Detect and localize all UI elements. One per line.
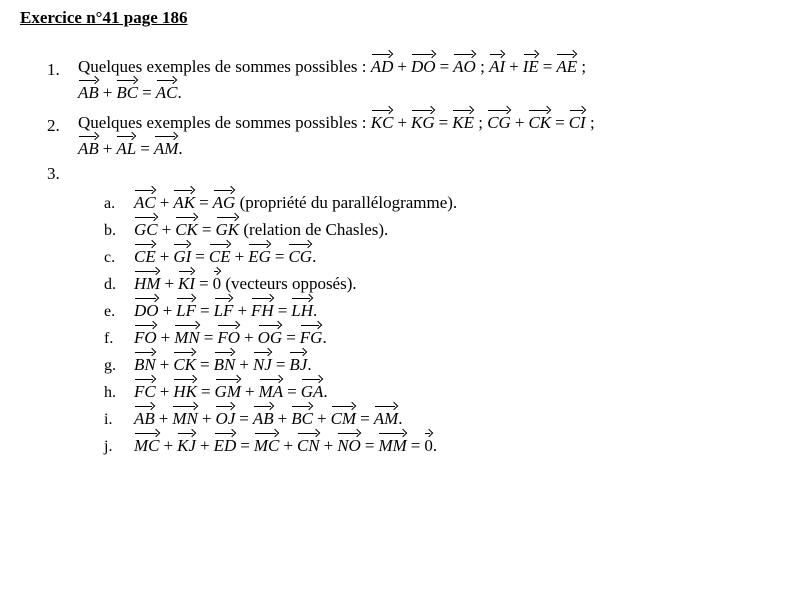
vector: KC [371,110,394,131]
vector: CE [134,244,156,265]
punctuation: ; [475,57,490,76]
item-line [78,110,595,133]
vector: CI [569,110,586,131]
operator: = [410,436,421,455]
sub-item-label: a. [104,195,116,212]
formula [134,436,437,455]
sub-item-label: h. [104,384,116,401]
vector: CG [487,110,511,131]
operator: + [239,355,249,374]
vector: KI [178,271,195,292]
vector: GC [134,217,158,238]
operator: = [200,355,210,374]
sub-item-label: i. [104,411,113,428]
operator: + [283,436,293,455]
formula [134,382,328,401]
operator: + [397,57,408,76]
punctuation: . [313,301,318,320]
operator: = [199,193,209,212]
operator: = [277,301,288,320]
vector: KJ [177,433,196,454]
punctuation: ; [577,57,587,76]
item-line [78,136,183,159]
vector: DO [134,298,159,319]
vector: AB [134,406,155,427]
vector: AK [173,190,195,211]
vector: GA [301,379,324,400]
punctuation: . [177,83,182,102]
vector: OG [258,325,283,346]
punctuation: . [432,436,438,455]
formula [134,274,221,293]
sub-item-line [134,190,457,213]
vector: GI [173,244,191,265]
operator: + [323,436,334,455]
vector: BN [134,352,156,373]
operator: = [199,274,209,293]
operator: + [514,113,525,132]
operator: + [159,382,170,401]
punctuation: . [178,139,183,158]
vector: CK [173,352,196,373]
operator: = [360,409,370,428]
vector: MA [259,379,284,400]
operator: + [317,409,327,428]
formula [134,193,235,212]
vector: IE [523,54,539,75]
operator: = [200,301,210,320]
vector: AB [78,80,99,101]
operator: = [239,409,249,428]
punctuation: . [307,355,312,374]
sub-item-label: e. [104,303,116,320]
sub-item-label: b. [104,222,116,239]
vector: MC [134,433,160,454]
operator: + [245,382,255,401]
sub-item-label: c. [104,249,116,266]
operator: + [397,113,408,132]
operator: + [201,409,212,428]
item-number: 1. [47,60,60,79]
formula [134,301,317,320]
operator: + [163,436,174,455]
operator: + [244,328,254,347]
sub-item-label: j. [104,438,113,455]
vector: ED [214,433,237,454]
operator: = [439,57,450,76]
vector: MM [378,433,406,454]
vector: CM [331,406,357,427]
operator: = [287,382,297,401]
punctuation: ; [585,113,595,132]
sub-item-line [134,406,402,429]
sub-item-line [134,244,316,267]
vector: AC [156,80,178,101]
vector: BJ [289,352,307,373]
vector: BC [291,406,313,427]
operator: = [200,382,211,401]
operator: + [237,301,248,320]
operator: = [542,57,553,76]
vector: CK [175,217,198,238]
vector: AO [453,54,476,75]
operator: + [277,409,288,428]
zero-vector: 0 [213,271,222,292]
operator: = [240,436,250,455]
operator: = [364,436,375,455]
vector: AM [374,406,399,427]
formula [371,113,595,132]
punctuation: ; [473,113,488,132]
vector: LH [291,298,313,319]
operator: = [286,328,296,347]
operator: + [102,139,113,158]
vector: NJ [253,352,272,373]
vector: KG [411,110,435,131]
vector: AI [489,54,505,75]
operator: = [274,247,285,266]
sub-item-line [134,217,388,240]
vector: MN [174,325,200,346]
sub-item-label: f. [104,330,114,347]
vector: AG [213,190,236,211]
vector: FO [217,325,240,346]
punctuation: . [312,247,317,266]
vector: FG [300,325,323,346]
operator: + [159,193,170,212]
operator: = [555,113,565,132]
sub-item-line [134,325,327,348]
vector: FC [134,379,156,400]
sub-item-line [134,271,357,294]
punctuation: . [322,328,327,347]
vector: BN [214,352,236,373]
vector: CG [288,244,312,265]
exercise-title: Exercice n°41 page 186 [20,8,188,27]
vector: AE [556,54,577,75]
vector: AC [134,190,156,211]
sub-item-line [134,433,437,456]
vector: KE [452,110,474,131]
vector: AB [253,406,274,427]
sub-item-line [134,298,317,321]
formula [134,247,316,266]
item-intro: Quelques exemples de sommes possibles : [78,113,367,132]
vector: EG [248,244,271,265]
item-number: 2. [47,116,60,135]
vector: FH [251,298,274,319]
operator: + [162,301,173,320]
operator: + [509,57,519,76]
operator: = [195,247,205,266]
operator: + [161,220,172,239]
item-line [78,80,182,103]
formula [78,83,182,102]
operator: + [164,274,175,293]
vector: MN [172,406,198,427]
vector: CK [528,110,551,131]
vector: FO [134,325,157,346]
operator: + [158,409,169,428]
vector: AM [154,136,179,157]
vector: AD [371,54,394,75]
operator: = [142,83,152,102]
formula [134,220,239,239]
item-intro: Quelques exemples de sommes possibles : [78,57,367,76]
formula [134,328,327,347]
operator: + [102,83,113,102]
formula [134,355,312,374]
vector: NO [337,433,361,454]
vector: OJ [215,406,235,427]
vector: AB [78,136,99,157]
vector: CN [297,433,320,454]
vector: CE [209,244,231,265]
operator: = [201,220,212,239]
item-number: 3. [47,164,60,183]
formula [78,139,183,158]
vector: GK [216,217,240,238]
vector: DO [411,54,436,75]
vector: HM [134,271,160,292]
vector: BC [116,80,138,101]
sub-item-line [134,352,312,375]
sub-item-note: (propriété du parallélogramme). [235,193,458,212]
sub-item-note: (vecteurs opposés). [221,274,357,293]
vector: GM [215,379,241,400]
vector: MC [254,433,280,454]
vector: LF [176,298,196,319]
sub-item-line [134,379,328,402]
operator: + [234,247,245,266]
operator: = [275,355,286,374]
formula [134,409,402,428]
operator: = [203,328,214,347]
sub-item-note: (relation de Chasles). [239,220,389,239]
vector: LF [214,298,234,319]
punctuation: . [398,409,403,428]
sub-item-label: d. [104,276,116,293]
sub-item-label: g. [104,357,116,374]
operator: + [160,328,171,347]
item-line [78,54,586,77]
operator: = [438,113,449,132]
zero-vector: 0 [424,433,433,454]
formula [371,57,586,76]
operator: + [159,247,170,266]
punctuation: . [323,382,328,401]
operator: + [199,436,210,455]
vector: HK [173,379,197,400]
vector: AL [116,136,136,157]
operator: = [140,139,150,158]
operator: + [159,355,170,374]
